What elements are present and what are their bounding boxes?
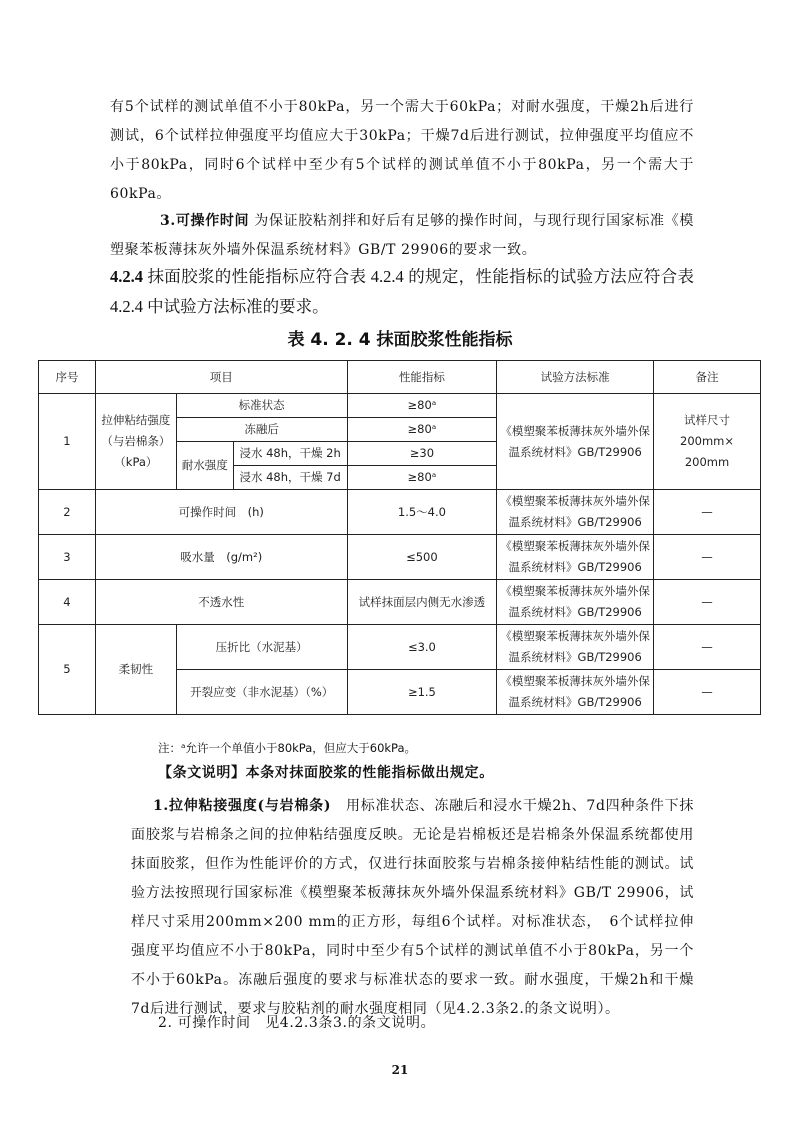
row1-soak-7d: 浸水 48h，干燥 7d <box>233 466 347 490</box>
row4-remark: — <box>654 580 761 625</box>
row1-water: 耐水强度 <box>176 442 233 490</box>
row1-standard-state-value: ≥80ᵃ <box>347 394 497 418</box>
row5-group: 柔韧性 <box>95 625 176 715</box>
row1-soak-2h-value: ≥30 <box>347 442 497 466</box>
table-row <box>39 625 761 670</box>
row1-soak-7d-value: ≥80ᵃ <box>347 466 497 490</box>
row3-method: 《模塑聚苯板薄抹灰外墙外保温系统材料》GB/T29906 <box>497 535 654 580</box>
row1-group: 拉伸粘结强度（与岩棉条）（kPa） <box>95 394 176 490</box>
row4-method: 《模塑聚苯板薄抹灰外墙外保温系统材料》GB/T29906 <box>497 580 654 625</box>
performance-table <box>38 360 761 715</box>
header-method: 试验方法标准 <box>497 361 654 394</box>
header-no: 序号 <box>39 361 96 394</box>
row4-value: 试样抹面层内侧无水渗透 <box>347 580 497 625</box>
row3-item: 吸水量 (g/m²) <box>95 535 347 580</box>
row5-sub2: 开裂应变（非水泥基）（%） <box>176 670 347 715</box>
item3-lead: 3.可操作时间 <box>160 213 250 229</box>
row5-sub2-value: ≥1.5 <box>347 670 497 715</box>
row1-freeze-thaw-value: ≥80ᵃ <box>347 418 497 442</box>
row5-sub1-value: ≤3.0 <box>347 625 497 670</box>
page-number: 21 <box>391 1063 409 1077</box>
item3-text: 为保证胶粘剂拌和好后有足够的操作时间，与现行现行国家标准《模塑聚苯板薄抹灰外墙外保温系统材料》GB/T 29906的要求一致。 <box>110 213 694 258</box>
row1-method: 《模塑聚苯板薄抹灰外墙外保温系统材料》GB/T29906 <box>497 394 654 490</box>
row4-no: 4 <box>39 580 96 625</box>
row5-sub1-remark: — <box>654 625 761 670</box>
table-row <box>39 580 761 625</box>
clause-text: 抹面胶浆的性能指标应符合表 4.2.4 的规定，性能指标的试验方法应符合表 4.2.4 中试验方法标准的要求。 <box>110 267 694 316</box>
row2-remark: — <box>654 490 761 535</box>
header-item: 项目 <box>95 361 347 394</box>
row2-method: 《模塑聚苯板薄抹灰外墙外保温系统材料》GB/T29906 <box>497 490 654 535</box>
table-note: 注：ᵃ允许一个单值小于80kPa，但应大于60kPa。 <box>158 741 417 755</box>
row1-no: 1 <box>39 394 96 490</box>
row3-remark: — <box>654 535 761 580</box>
header-value: 性能指标 <box>347 361 497 394</box>
row5-sub1-method: 《模塑聚苯板薄抹灰外墙外保温系统材料》GB/T29906 <box>497 625 654 670</box>
row5-no: 5 <box>39 625 96 715</box>
explanation-item2: 2. 可操作时间 见4.2.3条3.的条文说明。 <box>158 1015 436 1031</box>
row3-value: ≤500 <box>347 535 497 580</box>
table-header-row <box>39 361 761 394</box>
table-row <box>39 490 761 535</box>
row1-freeze-thaw: 冻融后 <box>176 418 347 442</box>
row1-standard-state: 标准状态 <box>176 394 347 418</box>
row5-sub2-remark: — <box>654 670 761 715</box>
row4-item: 不透水性 <box>95 580 347 625</box>
table-caption: 表 4. 2. 4 抹面胶浆性能指标 <box>287 330 513 350</box>
row1-remark: 试样尺寸 200mm× 200mm <box>654 394 761 490</box>
clause-4-2-4 <box>110 262 694 322</box>
explanation-item1 <box>131 792 694 1024</box>
clause-number: 4.2.4 <box>110 267 143 286</box>
row2-value: 1.5～4.0 <box>347 490 497 535</box>
header-remark: 备注 <box>654 361 761 394</box>
row5-sub1: 压折比（水泥基） <box>176 625 347 670</box>
explanation-heading: 【条文说明】本条对抹面胶浆的性能指标做出规定。 <box>158 765 494 781</box>
item3-paragraph <box>110 207 694 265</box>
row1-soak-2h: 浸水 48h，干燥 2h <box>233 442 347 466</box>
explanation-item1-text: 用标准状态、冻融后和浸水干燥2h、7d四种条件下抹面胶浆与岩棉条之间的拉伸粘结强度反映。无论是岩棉板还是岩棉条外保温系统都使用抹面胶浆，但作为性能评价的方式，仅进行抹面胶浆与岩棉条接伸粘结性能的测试。试验方法按照现行国家标准《模塑聚苯板薄抹灰外墙外保温系统材料》GB/T 29906，试样尺寸采用200mm×200 mm的正方形，每组6个试样。对标准状态， 6个试样拉伸强度平均值应不小于80kPa，同时中至少有5个试样的测试单值不小于80kPa，另一个不小于60kPa。冻融后强度的要求与标准状态的要求一致。耐水强度，干燥2h和干燥7d后进行测试，要求与胶粘剂的耐水强度相同（见4.2.3条2.的条文说明）。 <box>131 798 694 1017</box>
explanation-item1-lead: 1.拉伸粘接强度(与岩棉条) <box>153 798 332 814</box>
row3-no: 3 <box>39 535 96 580</box>
intro-paragraph: 有5个试样的测试单值不小于80kPa，另一个需大于60kPa；对耐水强度，干燥2h后进行测试，6个试样拉伸强度平均值应大于30kPa；干燥7d后进行测试，拉伸强度平均值应不小于80kPa，同时6个试样中至少有5个试样的测试单值不小于80kPa，另一个需大于60kPa。 <box>110 99 694 202</box>
table-row <box>39 394 761 418</box>
table-row <box>39 535 761 580</box>
row2-no: 2 <box>39 490 96 535</box>
row5-sub2-method: 《模塑聚苯板薄抹灰外墙外保温系统材料》GB/T29906 <box>497 670 654 715</box>
row2-item: 可操作时间 (h) <box>95 490 347 535</box>
